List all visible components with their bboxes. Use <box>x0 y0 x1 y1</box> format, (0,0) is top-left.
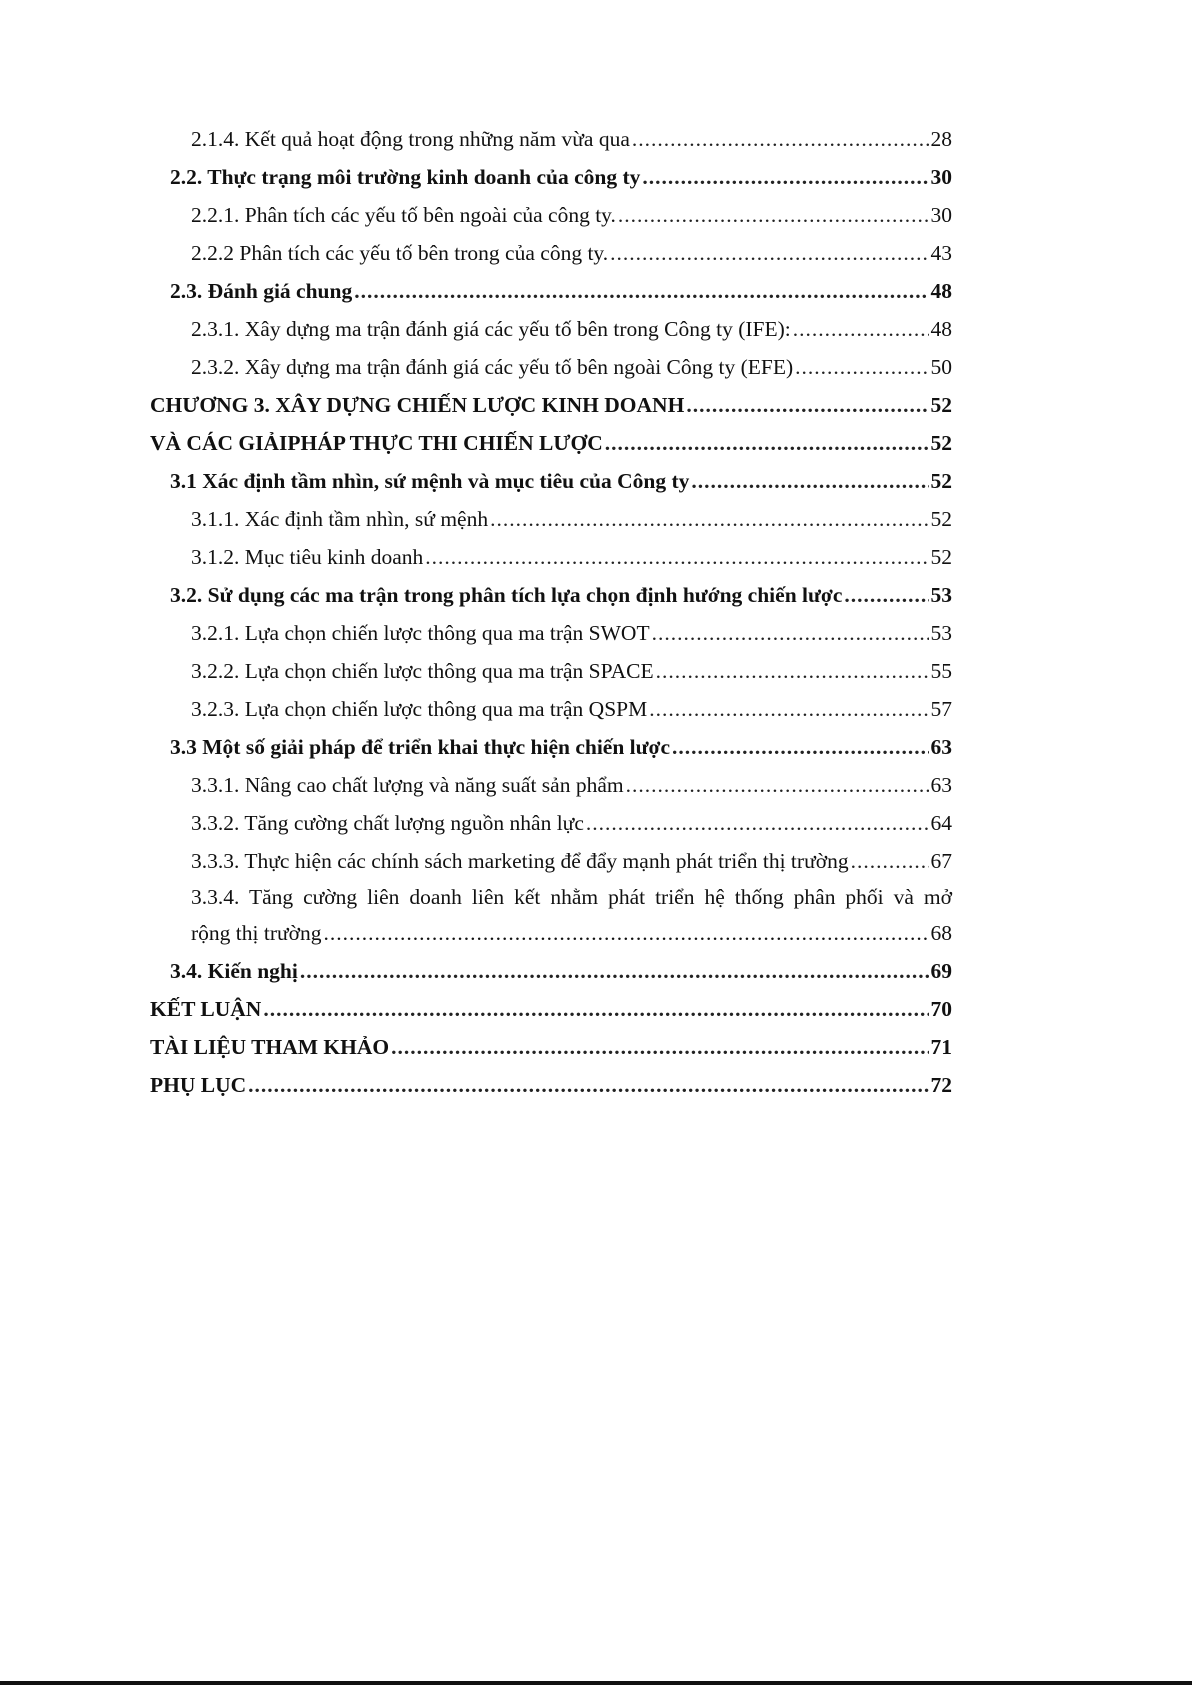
toc-entry[interactable] <box>150 690 952 728</box>
toc-entry-label: 3.2.2. Lựa chọn chiến lược thông qua ma trận SPACE <box>191 659 654 683</box>
toc-entry[interactable] <box>150 842 952 880</box>
dot-leader <box>649 690 928 728</box>
toc-entry-label: 3.3.3. Thực hiện các chính sách marketing để đẩy mạnh phát triển thị trường <box>191 849 849 873</box>
toc-entry-page: 43 <box>930 241 952 265</box>
toc-entry-page: 30 <box>930 203 952 227</box>
toc-entry-label-line2: rộng thị trường <box>191 921 322 945</box>
dot-leader <box>652 614 929 652</box>
toc-entry-label: 3.2. Sử dụng các ma trận trong phân tích lựa chọn định hướng chiến lược <box>170 583 843 607</box>
toc-entry[interactable] <box>150 766 952 804</box>
toc-entry[interactable] <box>150 424 952 462</box>
dot-leader <box>248 1066 928 1104</box>
toc-entry-page: 71 <box>930 1035 952 1059</box>
toc-entry-label: 2.3.2. Xây dựng ma trận đánh giá các yếu tố bên ngoài Công ty (EFE) <box>191 355 794 379</box>
toc-head-list <box>150 120 952 880</box>
toc-entry-label-line1: 3.3.4. Tăng cường liên doanh liên kết nhằm phát triển hệ thống phân phối và mở <box>191 885 952 909</box>
toc-entry[interactable] <box>150 804 952 842</box>
dot-leader <box>632 120 929 158</box>
toc-entry-label: 3.1.2. Mục tiêu kinh doanh <box>191 545 424 569</box>
toc-entry-page: 70 <box>930 997 952 1021</box>
toc-entry-line2 <box>191 916 952 952</box>
dot-leader <box>354 272 928 310</box>
dot-leader <box>844 576 928 614</box>
toc-entry-label: 3.2.1. Lựa chọn chiến lược thông qua ma trận SWOT <box>191 621 650 645</box>
toc-entry-label: 2.2. Thực trạng môi trường kinh doanh của công ty <box>170 165 641 189</box>
toc-entry-label: 3.4. Kiến nghị <box>170 959 298 983</box>
toc-entry-page: 68 <box>930 921 952 945</box>
toc-entry[interactable] <box>150 1028 952 1066</box>
dot-leader <box>656 652 929 690</box>
toc-entry-page: 52 <box>930 507 952 531</box>
toc-entry-label: 3.1.1. Xác định tầm nhìn, sứ mệnh <box>191 507 489 531</box>
toc-entry-page: 72 <box>930 1073 952 1097</box>
toc-entry-page: 52 <box>930 545 952 569</box>
toc-entry-page: 48 <box>930 317 952 341</box>
toc-entry-page: 53 <box>930 621 952 645</box>
toc-entry-label: 3.3.2. Tăng cường chất lượng nguồn nhân lực <box>191 811 584 835</box>
toc-entry[interactable] <box>150 990 952 1028</box>
toc-entry-label: VÀ CÁC GIẢIPHÁP THỰC THI CHIẾN LƯỢC <box>150 431 603 455</box>
dot-leader <box>851 842 929 880</box>
toc-entry[interactable] <box>150 462 952 500</box>
toc-entry-label: 2.3. Đánh giá chung <box>170 279 353 303</box>
table-of-contents <box>150 120 952 1104</box>
toc-tail-list <box>150 952 952 1104</box>
toc-entry[interactable] <box>150 952 952 990</box>
toc-entry-page: 67 <box>930 849 952 873</box>
toc-entry[interactable] <box>150 348 952 386</box>
toc-entry-label: KẾT LUẬN <box>150 997 262 1021</box>
dot-leader <box>672 728 929 766</box>
toc-entry[interactable] <box>150 158 952 196</box>
toc-entry[interactable] <box>150 196 952 234</box>
toc-entry-page: 55 <box>930 659 952 683</box>
toc-entry-label: PHỤ LỤC <box>150 1073 247 1097</box>
toc-entry-label: CHƯƠNG 3. XÂY DỰNG CHIẾN LƯỢC KINH DOANH <box>150 393 685 417</box>
toc-entry-page: 48 <box>930 279 952 303</box>
dot-leader <box>300 952 929 990</box>
dot-leader <box>642 158 928 196</box>
toc-entry-page: 50 <box>930 355 952 379</box>
dot-leader <box>793 310 929 348</box>
toc-entry-label: 2.1.4. Kết quả hoạt động trong những năm vừa qua <box>191 127 630 151</box>
toc-entry[interactable] <box>150 614 952 652</box>
dot-leader <box>626 766 929 804</box>
toc-entry[interactable] <box>150 500 952 538</box>
toc-entry[interactable] <box>150 234 952 272</box>
toc-entry[interactable] <box>150 1066 952 1104</box>
toc-entry-page: 57 <box>930 697 952 721</box>
toc-entry[interactable] <box>150 120 952 158</box>
toc-entry[interactable] <box>150 310 952 348</box>
toc-entry[interactable] <box>150 386 952 424</box>
dot-leader <box>263 990 928 1028</box>
toc-entry-page: 30 <box>930 165 952 189</box>
toc-entry-label: TÀI LIỆU THAM KHẢO <box>150 1035 390 1059</box>
dot-leader <box>324 916 929 951</box>
toc-entry[interactable] <box>150 576 952 614</box>
toc-entry-label: 3.3.1. Nâng cao chất lượng và năng suất sản phẩm <box>191 773 624 797</box>
toc-entry[interactable] <box>150 728 952 766</box>
toc-entry[interactable] <box>150 652 952 690</box>
dot-leader <box>618 196 929 234</box>
toc-entry-label: 3.1 Xác định tầm nhìn, sứ mệnh và mục tiêu của Công ty <box>170 469 690 493</box>
toc-entry-label: 3.3 Một số giải pháp để triển khai thực hiện chiến lược <box>170 735 670 759</box>
toc-entry-wrapped[interactable] <box>150 880 952 952</box>
toc-entry-page: 28 <box>930 127 952 151</box>
toc-entry[interactable] <box>150 538 952 576</box>
toc-entry-label: 2.3.1. Xây dựng ma trận đánh giá các yếu tố bên trong Công ty (IFE): <box>191 317 791 341</box>
toc-entry-label: 2.2.2 Phân tích các yếu tố bên trong của công ty. <box>191 241 609 265</box>
dot-leader <box>610 234 928 272</box>
dot-leader <box>795 348 928 386</box>
toc-entry-page: 63 <box>930 735 952 759</box>
dot-leader <box>605 424 929 462</box>
dot-leader <box>425 538 928 576</box>
toc-entry-page: 64 <box>930 811 952 835</box>
dot-leader <box>691 462 928 500</box>
toc-entry-page: 69 <box>930 959 952 983</box>
toc-entry-page: 52 <box>930 431 952 455</box>
toc-entry-page: 53 <box>930 583 952 607</box>
toc-entry-label: 2.2.1. Phân tích các yếu tố bên ngoài của công ty. <box>191 203 616 227</box>
toc-entry-page: 52 <box>930 469 952 493</box>
dot-leader <box>490 500 928 538</box>
page-bottom-edge <box>0 1681 1192 1685</box>
toc-entry-page: 63 <box>930 773 952 797</box>
dot-leader <box>686 386 928 424</box>
dot-leader <box>391 1028 928 1066</box>
toc-entry-label: 3.2.3. Lựa chọn chiến lược thông qua ma trận QSPM <box>191 697 648 721</box>
dot-leader <box>586 804 929 842</box>
toc-entry-page: 52 <box>930 393 952 417</box>
toc-entry[interactable] <box>150 272 952 310</box>
